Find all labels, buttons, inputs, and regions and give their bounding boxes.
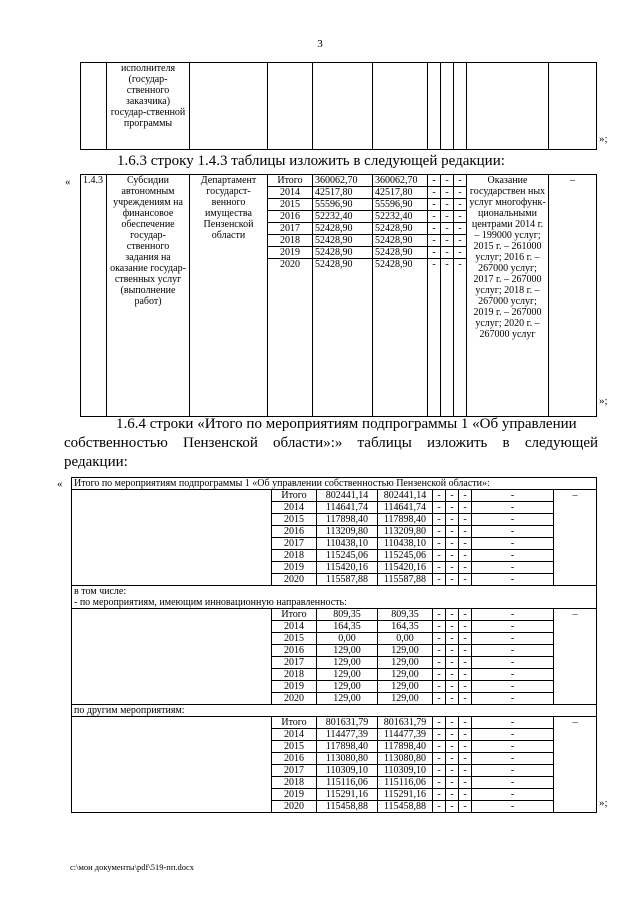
year-cell: 2020 — [272, 693, 317, 705]
dash-cell: - — [446, 669, 459, 681]
dash-cell: - — [459, 717, 472, 729]
indicator-cell: - — [472, 765, 554, 777]
dash-cell: - — [428, 235, 441, 247]
total-cell: 52428,90 — [313, 259, 373, 417]
year-cell: 2017 — [272, 765, 317, 777]
executor-cell: исполнителя (государ-ственного заказчика) государ-ственной программы — [107, 63, 190, 150]
total-cell: 115116,06 — [317, 777, 378, 789]
indicator-cell: - — [472, 801, 554, 813]
dash-cell: - — [441, 199, 454, 211]
section-164-line1: 1.6.4 строки «Итого по мероприятиям подпрограммы 1 «Об управлении — [116, 416, 577, 432]
regional-cell: 129,00 — [378, 657, 433, 669]
indicator-cell: - — [472, 609, 554, 621]
regional-cell: 52232,40 — [373, 211, 428, 223]
empty-cell — [72, 717, 272, 813]
dash-cell: - — [459, 502, 472, 514]
indicator-cell: - — [472, 669, 554, 681]
total-cell: 129,00 — [317, 657, 378, 669]
total-cell: 52428,90 — [313, 223, 373, 235]
regional-cell: 114477,39 — [378, 729, 433, 741]
total-cell: 117898,40 — [317, 514, 378, 526]
regional-cell: 113209,80 — [378, 526, 433, 538]
total-cell: 809,35 — [317, 609, 378, 621]
year-cell: Итого — [272, 609, 317, 621]
indicator-cell: - — [472, 621, 554, 633]
year-cell: 2015 — [272, 633, 317, 645]
dash-cell: - — [454, 259, 467, 417]
dash-cell: - — [459, 777, 472, 789]
dash-cell: - — [446, 681, 459, 693]
year-cell: 2016 — [272, 753, 317, 765]
dash-cell: - — [433, 562, 446, 574]
close-quote: »; — [599, 797, 608, 809]
last-cell: – — [554, 490, 597, 586]
indicator-cell: - — [472, 538, 554, 550]
total-cell: 129,00 — [317, 645, 378, 657]
table-row — [72, 478, 597, 490]
year-cell: 2020 — [272, 801, 317, 813]
dash-cell: - — [446, 550, 459, 562]
dash-cell: - — [446, 729, 459, 741]
total-cell: 801631,79 — [317, 717, 378, 729]
regional-cell: 115458,88 — [378, 801, 433, 813]
dash-cell: - — [446, 562, 459, 574]
dash-cell: - — [433, 669, 446, 681]
total-cell: 55596,90 — [313, 199, 373, 211]
dash-cell: - — [459, 645, 472, 657]
total-cell: 52232,40 — [313, 211, 373, 223]
year-cell: 2014 — [272, 729, 317, 741]
table-row — [72, 490, 597, 502]
section-163-heading: 1.6.3 строку 1.4.3 таблицы изложить в следующей редакции: — [117, 153, 505, 169]
year-cell: 2017 — [272, 538, 317, 550]
year-cell: 2019 — [272, 681, 317, 693]
dash-cell: - — [428, 175, 441, 187]
footer-path: c:\мои документы\pdf\519-пп.docx — [70, 862, 195, 872]
regional-cell: 114641,74 — [378, 502, 433, 514]
table-row — [72, 609, 597, 621]
activity-name-cell: Субсидии автономным учреждениям на финансовое обеспечение государ-ственного задания на оказание государ-ственных услуг (выполнение работ) — [107, 175, 190, 417]
dash-cell: - — [459, 562, 472, 574]
dash-cell: - — [433, 538, 446, 550]
open-quote: « — [65, 176, 71, 188]
regional-cell: 809,35 — [378, 609, 433, 621]
regional-cell: 115291,16 — [378, 789, 433, 801]
regional-cell: 52428,90 — [373, 223, 428, 235]
dash-cell: - — [459, 514, 472, 526]
regional-cell: 117898,40 — [378, 741, 433, 753]
year-cell: Итого — [272, 717, 317, 729]
regional-cell: 115245,06 — [378, 550, 433, 562]
total-cell: 117898,40 — [317, 741, 378, 753]
dash-cell: - — [459, 550, 472, 562]
dash-cell: - — [454, 199, 467, 211]
dash-cell: - — [454, 223, 467, 235]
dash-cell: - — [459, 538, 472, 550]
innovation-label-cell — [72, 586, 597, 609]
dash-cell: - — [433, 550, 446, 562]
dash-cell: - — [433, 526, 446, 538]
dash-cell: - — [428, 259, 441, 417]
in-that-label: в том числе: — [74, 586, 127, 597]
dash-cell: - — [433, 729, 446, 741]
table-row — [72, 717, 597, 729]
section-164-line3: редакции: — [64, 454, 128, 470]
last-cell: – — [554, 609, 597, 705]
dash-cell: - — [459, 526, 472, 538]
dash-cell: - — [428, 187, 441, 199]
dash-cell: - — [454, 247, 467, 259]
dash-cell: - — [428, 211, 441, 223]
table-143 — [80, 174, 597, 417]
dash-cell: - — [441, 211, 454, 223]
dash-cell: - — [433, 657, 446, 669]
dash-cell: - — [428, 247, 441, 259]
total-cell: 115458,88 — [317, 801, 378, 813]
indicator-cell: - — [472, 645, 554, 657]
total-cell: 115587,88 — [317, 574, 378, 586]
empty-cell — [72, 490, 272, 586]
dash-cell: - — [459, 574, 472, 586]
regional-cell: 802441,14 — [378, 490, 433, 502]
dash-cell: - — [446, 502, 459, 514]
indicator-cell: - — [472, 562, 554, 574]
regional-cell: 115420,16 — [378, 562, 433, 574]
regional-cell: 113080,80 — [378, 753, 433, 765]
dash-cell: - — [459, 490, 472, 502]
dash-cell: - — [459, 633, 472, 645]
close-quote: »; — [599, 395, 608, 407]
page-number: 3 — [317, 38, 323, 50]
year-cell: 2014 — [272, 621, 317, 633]
indicator-cell: - — [472, 633, 554, 645]
table-totals — [71, 477, 597, 813]
dash-cell: - — [433, 609, 446, 621]
dash-cell: - — [446, 753, 459, 765]
dash-cell: - — [433, 574, 446, 586]
total-cell: 129,00 — [317, 669, 378, 681]
dash-cell: - — [459, 801, 472, 813]
total-cell: 129,00 — [317, 681, 378, 693]
year-cell: 2015 — [272, 741, 317, 753]
dash-cell: - — [459, 681, 472, 693]
indicator-cell: - — [472, 789, 554, 801]
row-number-cell: 1.4.3 — [81, 175, 107, 417]
dash-cell: - — [446, 490, 459, 502]
other-label-row: по другим мероприятиям: — [72, 705, 597, 717]
dash-cell: - — [433, 681, 446, 693]
indicator-cell: - — [472, 717, 554, 729]
year-cell: 2018 — [268, 235, 313, 247]
dash-cell: - — [459, 753, 472, 765]
regional-cell: 129,00 — [378, 645, 433, 657]
table-row — [81, 175, 597, 187]
dash-cell: - — [446, 621, 459, 633]
year-cell: Итого — [272, 490, 317, 502]
indicator-cell: Оказание государствен ных услуг многофунк-циональными центрами 2014 г. – 199000 услуг; 2015 г. – 261000 услуг; 2016 г. – 267000 услуг; 2017 г. – 267000 услуг; 2018 г. – 267000 услуг; 2019 г. – 267000 услуг; 2020 г. – 267000 услуг — [467, 175, 549, 417]
dash-cell: - — [459, 669, 472, 681]
regional-cell: 360062,70 — [373, 175, 428, 187]
dash-cell: - — [459, 765, 472, 777]
dash-cell: - — [433, 753, 446, 765]
indicator-cell: - — [472, 550, 554, 562]
total-cell: 115291,16 — [317, 789, 378, 801]
dash-cell: - — [446, 633, 459, 645]
dash-cell: - — [459, 609, 472, 621]
dash-cell: - — [446, 789, 459, 801]
dash-cell: - — [433, 621, 446, 633]
total-cell: 0,00 — [317, 633, 378, 645]
dash-cell: - — [441, 223, 454, 235]
dash-cell: - — [446, 765, 459, 777]
dash-cell: - — [459, 789, 472, 801]
regional-cell: 129,00 — [378, 693, 433, 705]
open-quote: « — [57, 478, 63, 490]
indicator-cell: - — [472, 729, 554, 741]
total-cell: 113209,80 — [317, 526, 378, 538]
dash-cell: - — [433, 789, 446, 801]
dash-cell: - — [433, 693, 446, 705]
dash-cell: - — [433, 502, 446, 514]
dash-cell: - — [454, 211, 467, 223]
year-cell: Итого — [268, 175, 313, 187]
table-row — [72, 586, 597, 609]
total-cell: 114477,39 — [317, 729, 378, 741]
dash-cell: - — [433, 741, 446, 753]
dash-cell: - — [454, 187, 467, 199]
year-cell: 2016 — [272, 645, 317, 657]
total-cell: 115420,16 — [317, 562, 378, 574]
dash-cell: - — [433, 645, 446, 657]
dash-cell: - — [433, 717, 446, 729]
indicator-cell: - — [472, 693, 554, 705]
dash-cell: - — [433, 801, 446, 813]
dash-cell: - — [446, 777, 459, 789]
total-cell: 114641,74 — [317, 502, 378, 514]
section-164-text — [64, 415, 598, 472]
total-cell: 360062,70 — [313, 175, 373, 187]
total-cell: 164,35 — [317, 621, 378, 633]
last-cell: – — [554, 717, 597, 813]
regional-cell: 52428,90 — [373, 247, 428, 259]
dash-cell: - — [459, 729, 472, 741]
dash-cell: - — [441, 187, 454, 199]
total-cell: 129,00 — [317, 693, 378, 705]
regional-cell: 117898,40 — [378, 514, 433, 526]
year-cell: 2016 — [268, 211, 313, 223]
regional-cell: 164,35 — [378, 621, 433, 633]
year-cell: 2020 — [272, 574, 317, 586]
regional-cell: 52428,90 — [373, 235, 428, 247]
empty-cell — [72, 609, 272, 705]
dash-cell: - — [446, 645, 459, 657]
indicator-cell: - — [472, 753, 554, 765]
dash-cell: - — [441, 259, 454, 417]
dash-cell: - — [459, 741, 472, 753]
total-cell: 115245,06 — [317, 550, 378, 562]
dash-cell: - — [428, 199, 441, 211]
regional-cell: 110438,10 — [378, 538, 433, 550]
regional-cell: 129,00 — [378, 669, 433, 681]
dash-cell: - — [433, 514, 446, 526]
dash-cell: - — [441, 247, 454, 259]
dash-cell: - — [433, 777, 446, 789]
dash-cell: - — [454, 235, 467, 247]
last-cell: – — [549, 175, 597, 417]
dash-cell: - — [446, 717, 459, 729]
indicator-cell: - — [472, 514, 554, 526]
dash-cell: - — [446, 657, 459, 669]
table-row — [72, 705, 597, 717]
total-cell: 802441,14 — [317, 490, 378, 502]
regional-cell: 801631,79 — [378, 717, 433, 729]
totals-header-row: Итого по мероприятиям подпрограммы 1 «Об управлении собственностью Пензенской области»: — [72, 478, 597, 490]
regional-cell: 42517,80 — [373, 187, 428, 199]
indicator-cell: - — [472, 574, 554, 586]
indicator-cell: - — [472, 502, 554, 514]
regional-cell: 115587,88 — [378, 574, 433, 586]
year-cell: 2018 — [272, 777, 317, 789]
year-cell: 2019 — [268, 247, 313, 259]
executor-cell: Департамент государст-венного имущества Пензенской области — [190, 175, 268, 417]
year-cell: 2019 — [272, 789, 317, 801]
section-164-line2: собственностью Пензенской области»:» таблицы изложить в следующей — [64, 435, 598, 451]
indicator-cell: - — [472, 681, 554, 693]
innovation-label: - по мероприятиям, имеющим инновационную направленность: — [74, 597, 347, 608]
top-table — [80, 62, 597, 150]
indicator-cell: - — [472, 777, 554, 789]
dash-cell: - — [446, 574, 459, 586]
dash-cell: - — [441, 175, 454, 187]
year-cell: 2017 — [268, 223, 313, 235]
regional-cell: 129,00 — [378, 681, 433, 693]
year-cell: 2017 — [272, 657, 317, 669]
total-cell: 110438,10 — [317, 538, 378, 550]
dash-cell: - — [446, 538, 459, 550]
regional-cell: 0,00 — [378, 633, 433, 645]
regional-cell: 52428,90 — [373, 259, 428, 417]
indicator-cell: - — [472, 657, 554, 669]
dash-cell: - — [446, 514, 459, 526]
dash-cell: - — [454, 175, 467, 187]
dash-cell: - — [428, 223, 441, 235]
year-cell: 2014 — [272, 502, 317, 514]
dash-cell: - — [446, 741, 459, 753]
year-cell: 2020 — [268, 259, 313, 417]
close-quote: »; — [599, 133, 608, 145]
total-cell: 110309,10 — [317, 765, 378, 777]
year-cell: 2014 — [268, 187, 313, 199]
indicator-cell: - — [472, 741, 554, 753]
dash-cell: - — [441, 235, 454, 247]
year-cell: 2016 — [272, 526, 317, 538]
regional-cell: 115116,06 — [378, 777, 433, 789]
regional-cell: 55596,90 — [373, 199, 428, 211]
dash-cell: - — [433, 633, 446, 645]
total-cell: 52428,90 — [313, 235, 373, 247]
year-cell: 2015 — [268, 199, 313, 211]
year-cell: 2015 — [272, 514, 317, 526]
total-cell: 113080,80 — [317, 753, 378, 765]
regional-cell: 110309,10 — [378, 765, 433, 777]
dash-cell: - — [459, 621, 472, 633]
year-cell: 2018 — [272, 669, 317, 681]
year-cell: 2018 — [272, 550, 317, 562]
dash-cell: - — [433, 490, 446, 502]
dash-cell: - — [459, 693, 472, 705]
year-cell: 2019 — [272, 562, 317, 574]
dash-cell: - — [446, 609, 459, 621]
dash-cell: - — [459, 657, 472, 669]
dash-cell: - — [446, 526, 459, 538]
indicator-cell: - — [472, 490, 554, 502]
dash-cell: - — [446, 693, 459, 705]
total-cell: 42517,80 — [313, 187, 373, 199]
dash-cell: - — [446, 801, 459, 813]
dash-cell: - — [433, 765, 446, 777]
indicator-cell: - — [472, 526, 554, 538]
total-cell: 52428,90 — [313, 247, 373, 259]
